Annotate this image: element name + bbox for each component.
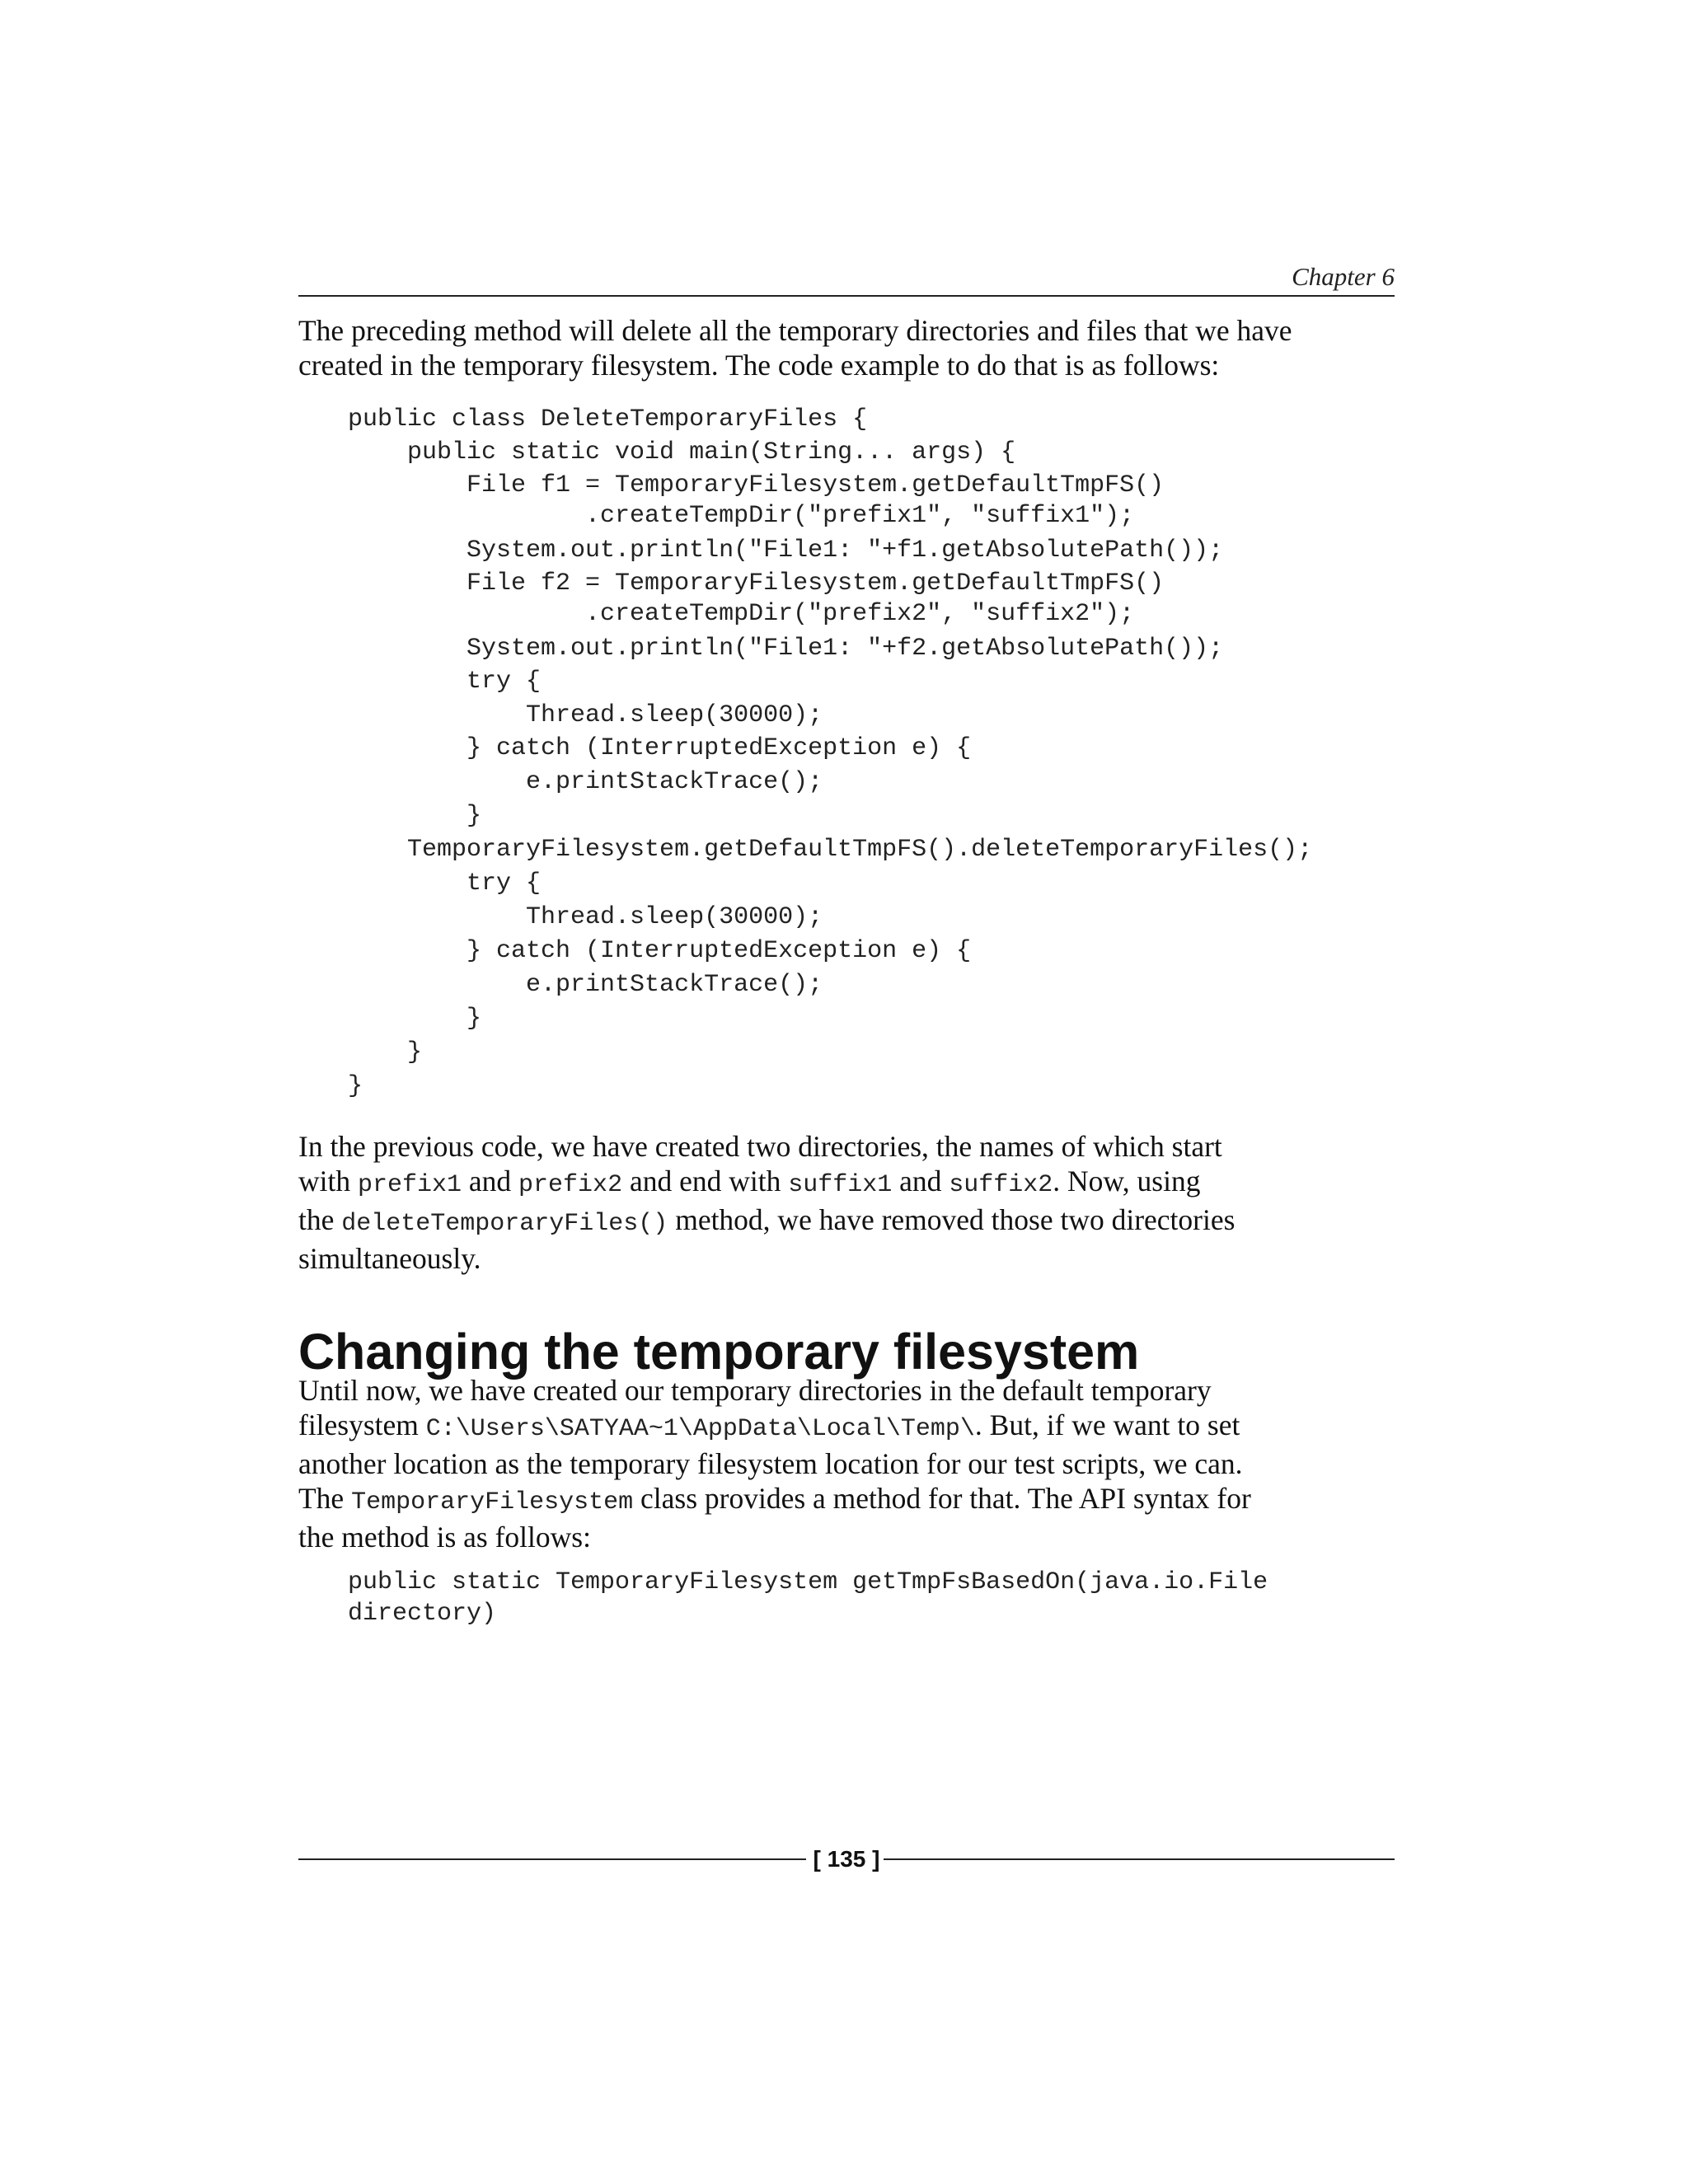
body-line: Until now, we have created our temporary directories in the default temporary (298, 1374, 1212, 1407)
code-line: e.printStackTrace(); (348, 971, 823, 999)
running-header (298, 260, 1395, 297)
body-line (298, 1408, 1403, 1446)
body-line (298, 1481, 1403, 1520)
inline-code: deleteTemporaryFiles() (341, 1210, 668, 1238)
intro-line: The preceding method will delete all the temporary directories and files that we have (298, 314, 1292, 347)
code-line: } (348, 1005, 482, 1033)
inline-code: TemporaryFilesystem (351, 1488, 634, 1516)
explanation-line (298, 1164, 1403, 1202)
code-line: } (348, 1038, 423, 1066)
text: and (462, 1165, 519, 1197)
code-line: System.out.println("File1: "+f1.getAbsolutePath()); (348, 537, 1224, 565)
section-body-paragraph (298, 1373, 1403, 1554)
code-line: .createTempDir("prefix2", "suffix2"); (348, 600, 1135, 628)
code-line: public static TemporaryFilesystem getTmpFsBasedOn(java.io.File (348, 1568, 1268, 1596)
code-line: public class DeleteTemporaryFiles { (348, 405, 868, 434)
code-line: .createTempDir("prefix1", "suffix1"); (348, 502, 1135, 530)
code-line: directory) (348, 1600, 497, 1628)
text: and (892, 1165, 950, 1197)
text: with (298, 1165, 358, 1197)
body-line: the method is as follows: (298, 1521, 591, 1554)
explanation-line: simultaneously. (298, 1242, 481, 1275)
section-heading: Changing the temporary filesystem (298, 1324, 1140, 1380)
inline-code: suffix1 (788, 1171, 893, 1199)
text: . But, if we want to set (974, 1408, 1240, 1441)
code-line: e.printStackTrace(); (348, 768, 823, 796)
code-line: System.out.println("File1: "+f2.getAbsolutePath()); (348, 635, 1224, 663)
code-line: Thread.sleep(30000); (348, 903, 823, 931)
text: the (298, 1203, 342, 1236)
intro-line: created in the temporary filesystem. The code example to do that is as follows: (298, 349, 1220, 382)
explanation-paragraph (298, 1129, 1403, 1276)
page-number: [ 135 ] (813, 1846, 880, 1872)
text: and end with (622, 1165, 789, 1197)
inline-code-path: C:\Users\SATYAA~1\AppData\Local\Temp\ (425, 1415, 975, 1443)
code-line: } catch (InterruptedException e) { (348, 937, 972, 965)
text: method, we have removed those two directories (668, 1203, 1236, 1236)
code-line: try { (348, 668, 542, 696)
explanation-line (298, 1202, 1403, 1241)
body-line: another location as the temporary filesystem location for our test scripts, we can. (298, 1447, 1243, 1480)
code-line: Thread.sleep(30000); (348, 701, 823, 729)
text: class provides a method for that. The API syntax for (633, 1482, 1251, 1515)
code-line: } catch (InterruptedException e) { (348, 734, 972, 762)
page-footer (298, 1841, 1395, 1877)
code-line: File f2 = TemporaryFilesystem.getDefaultTmpFS() (348, 569, 1165, 598)
text: filesystem (298, 1408, 426, 1441)
intro-paragraph (298, 313, 1403, 382)
footer-rule-right (884, 1858, 1395, 1860)
code-line: TemporaryFilesystem.getDefaultTmpFS().deleteTemporaryFiles(); (348, 836, 1313, 864)
inline-code: prefix1 (358, 1171, 462, 1199)
code-line: } (348, 802, 482, 830)
code-line: try { (348, 869, 542, 898)
text: . Now, using (1053, 1165, 1201, 1197)
chapter-label: Chapter 6 (1292, 262, 1395, 291)
text: The (298, 1482, 352, 1515)
inline-code: prefix2 (518, 1171, 623, 1199)
code-line: public static void main(String... args) { (348, 438, 1016, 466)
inline-code: suffix2 (949, 1171, 1053, 1199)
explanation-line: In the previous code, we have created two directories, the names of which start (298, 1130, 1222, 1163)
code-line: } (348, 1072, 363, 1100)
code-line: File f1 = TemporaryFilesystem.getDefaultTmpFS() (348, 471, 1165, 499)
